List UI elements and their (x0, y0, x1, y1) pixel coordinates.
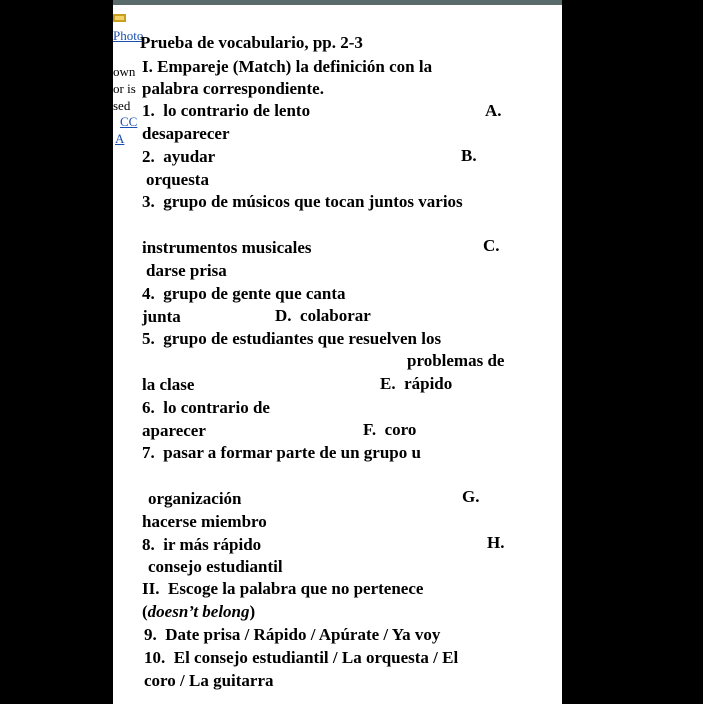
question-2: 2. ayudar (142, 147, 216, 166)
question-5: 5. grupo de estudiantes que resuelven los (142, 329, 442, 348)
side-fragment-sed: sed (113, 98, 131, 113)
question-5-end: la clase (142, 375, 195, 394)
question-6: 6. lo contrario de (142, 398, 270, 417)
paren-close: ) (249, 602, 256, 621)
side-fragment-own: own (113, 64, 136, 79)
side-fragment-or-is: or is (113, 81, 136, 96)
option-g-text: hacerse miembro (142, 512, 267, 531)
paren-open: ( (142, 602, 148, 621)
section-2-heading: II. Escoge la palabra que no pertenece (142, 579, 424, 598)
license-link[interactable]: A (115, 131, 125, 146)
bookmark-icon[interactable] (113, 14, 126, 22)
cc-link[interactable]: CC (120, 114, 138, 129)
question-4: 4. grupo de gente que canta (142, 284, 346, 303)
question-10: 10. El consejo estudiantil / La orquesta / El (144, 648, 459, 667)
option-e: E. rápido (380, 374, 453, 393)
question-1: 1. lo contrario de lento (142, 101, 311, 120)
option-c-letter: C. (483, 236, 500, 255)
quiz-title: Prueba de vocabulario, pp. 2-3 (140, 33, 363, 52)
option-b-text: orquesta (146, 170, 209, 189)
section-1-heading: I. Empareje (Match) la definición con la (142, 57, 433, 76)
option-d: D. colaborar (275, 306, 371, 325)
question-9: 9. Date prisa / Rápido / Apúrate / Ya voy (144, 625, 441, 644)
doesnt-belong-italic: doesn’t belong (147, 602, 250, 621)
question-3-cont: instrumentos musicales (142, 238, 312, 257)
question-10-cont: coro / La guitarra (144, 671, 274, 690)
option-a-text: desaparecer (142, 124, 230, 143)
option-h-text: consejo estudiantil (148, 557, 283, 576)
option-c-text: darse prisa (146, 261, 227, 280)
quiz-page (113, 5, 562, 704)
question-7: 7. pasar a formar parte de un grupo u (142, 443, 421, 462)
question-7-cont: organización (148, 489, 242, 508)
photo-link[interactable]: Photo (113, 28, 144, 43)
option-g-letter: G. (462, 487, 480, 506)
question-8: 8. ir más rápido (142, 535, 262, 554)
question-6-cont: aparecer (142, 421, 206, 440)
question-5-cont: problemas de (407, 351, 505, 370)
option-f: F. coro (363, 420, 417, 439)
question-3: 3. grupo de músicos que tocan juntos varios (142, 192, 463, 211)
option-a-letter: A. (485, 101, 502, 120)
question-4-cont: junta (142, 307, 181, 326)
section-1-heading-cont: palabra correspondiente. (142, 79, 324, 98)
section-2-subheading (142, 602, 255, 622)
option-h-letter: H. (487, 533, 505, 552)
option-b-letter: B. (461, 146, 477, 165)
